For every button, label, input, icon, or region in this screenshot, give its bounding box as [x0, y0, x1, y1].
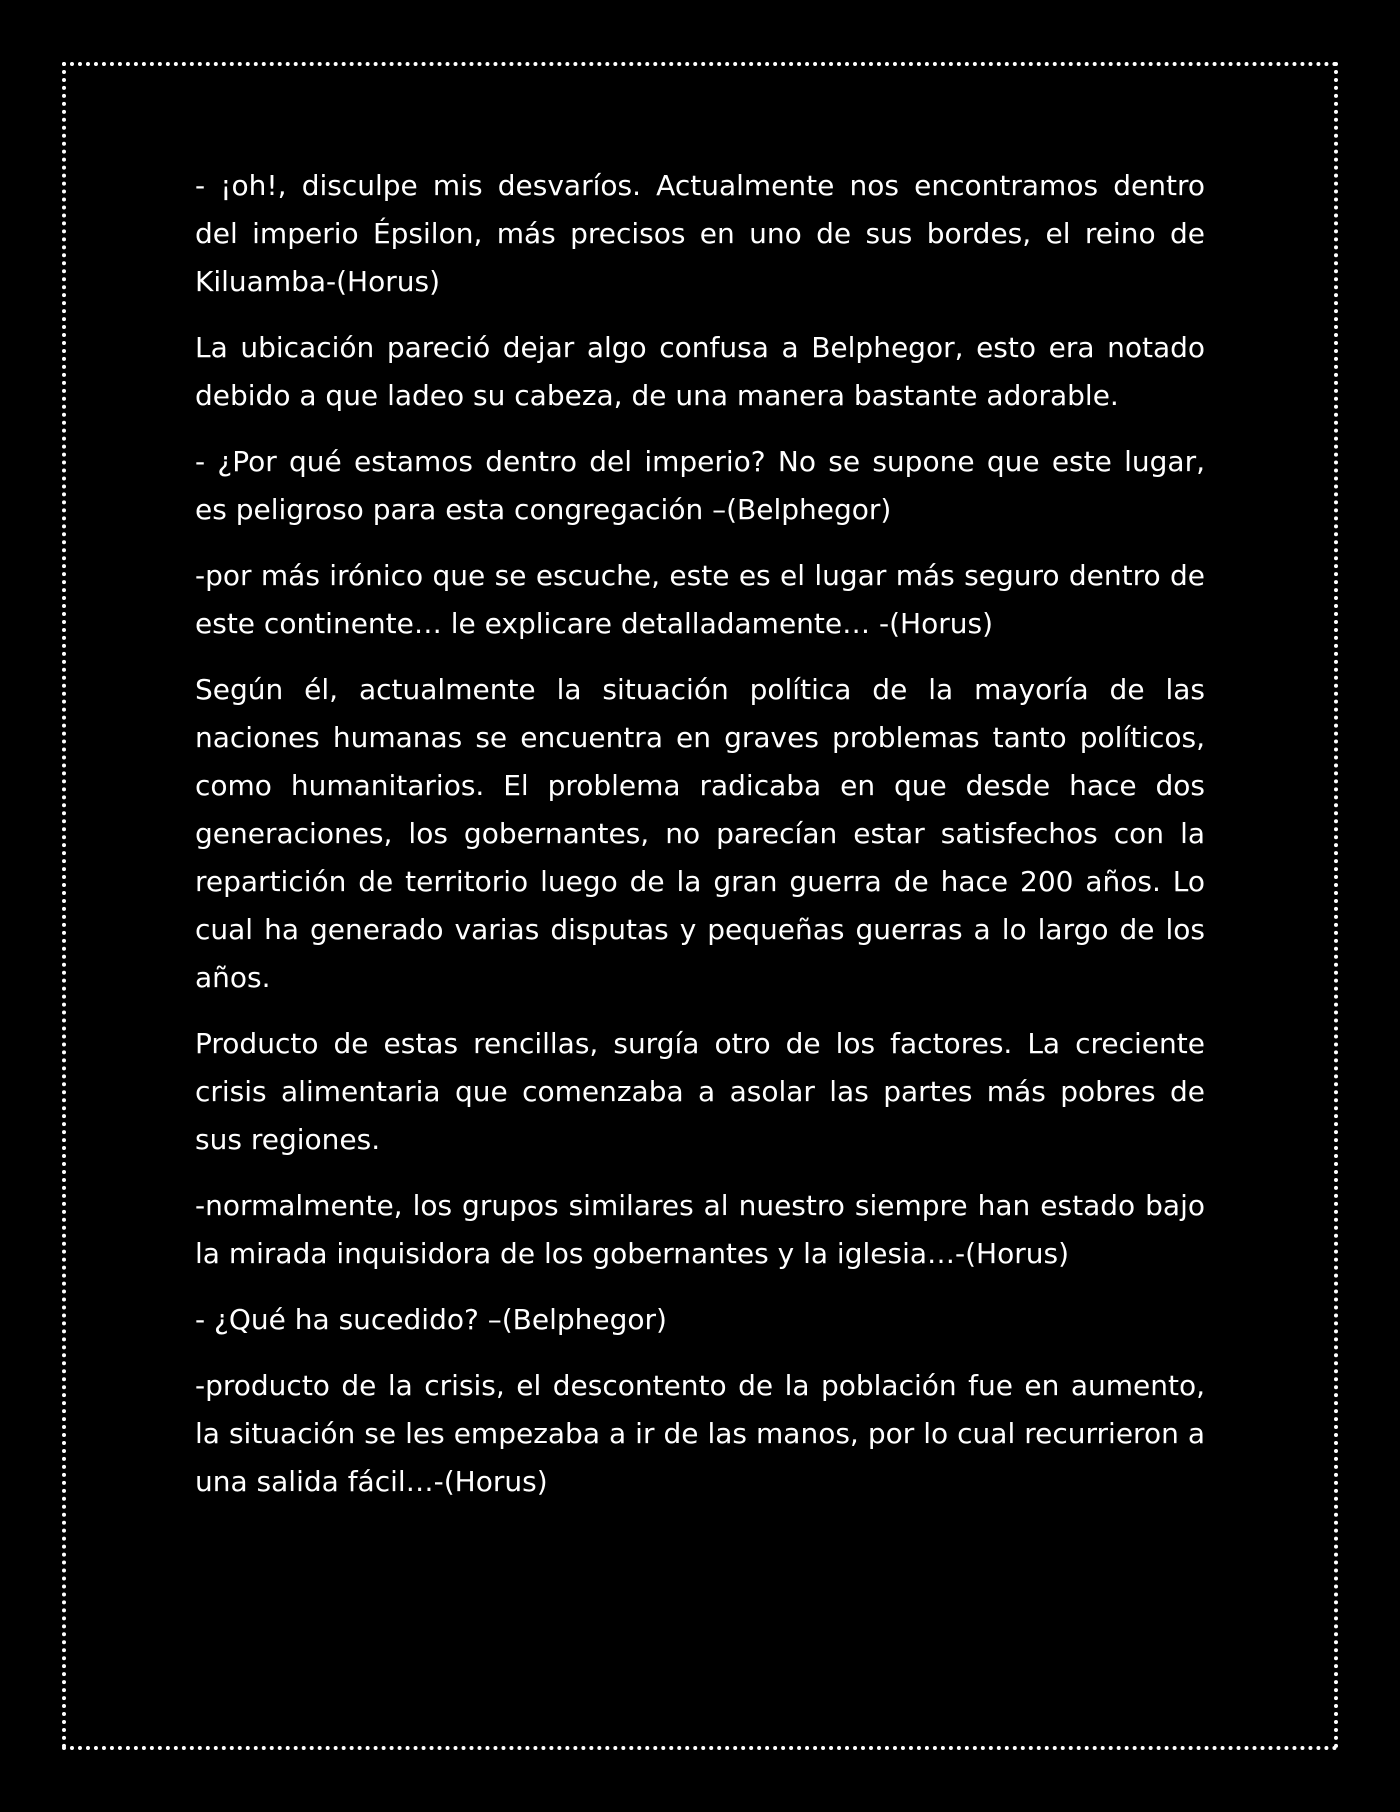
paragraph-3: - ¿Por qué estamos dentro del imperio? No se supone que este lugar, es peligroso para esta congregación –(Belphegor)	[195, 445, 1205, 526]
page-text	[195, 162, 1205, 1524]
paragraph-7: -normalmente, los grupos similares al nuestro siempre han estado bajo la mirada inquisidora de los gobernantes y la iglesia…-(Horus)	[195, 1189, 1205, 1270]
paragraph-1: - ¡oh!, disculpe mis desvaríos. Actualmente nos encontramos dentro del imperio Épsilon, más precisos en uno de sus bordes, el reino de Kiluamba-(Horus)	[195, 169, 1205, 298]
paragraph-6: Producto de estas rencillas, surgía otro de los factores. La creciente crisis alimentaria que comenzaba a asolar las partes más pobres de sus regiones.	[195, 1027, 1205, 1156]
paragraph-2: La ubicación pareció dejar algo confusa a Belphegor, esto era notado debido a que ladeo su cabeza, de una manera bastante adorable.	[195, 331, 1205, 412]
paragraph-9: -producto de la crisis, el descontento de la población fue en aumento, la situación se les empezaba a ir de las manos, por lo cual recurrieron a una salida fácil…-(Horus)	[195, 1369, 1205, 1498]
paragraph-8: - ¿Qué ha sucedido? –(Belphegor)	[195, 1303, 667, 1336]
paragraph-5: Según él, actualmente la situación política de la mayoría de las naciones humanas se encuentra en graves problemas tanto políticos, como humanitarios. El problema radicaba en que desde hace dos generaciones, los gobernantes, no parecían estar satisfechos con la repartición de territorio luego de la gran guerra de hace 200 años. Lo cual ha generado varias disputas y pequeñas guerras a lo largo de los años.	[195, 673, 1205, 994]
paragraph-4: -por más irónico que se escuche, este es el lugar más seguro dentro de este continente… le explicare detalladamente… -(Horus)	[195, 559, 1205, 640]
